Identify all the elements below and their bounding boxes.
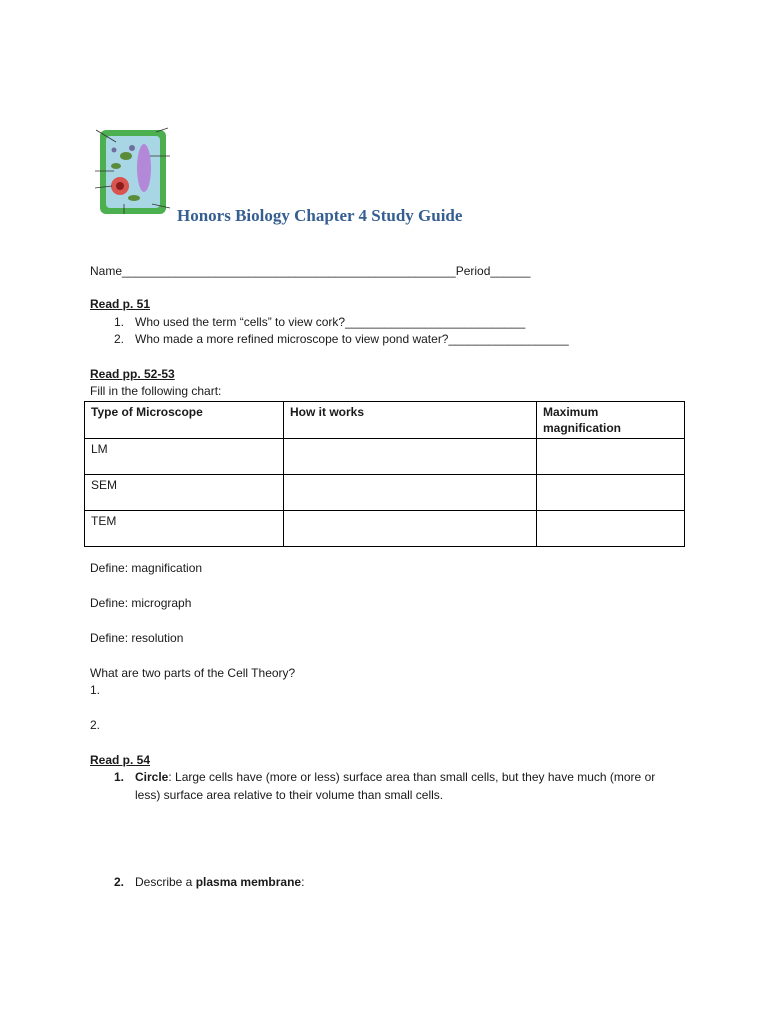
list-number: 1.: [114, 770, 125, 784]
list-number: 2.: [114, 875, 125, 889]
define-resolution: Define: resolution: [90, 631, 184, 645]
answer-cell[interactable]: [537, 439, 685, 475]
name-blank[interactable]: __________________________________________________: [122, 264, 456, 278]
plasma-membrane-term: plasma membrane: [195, 875, 302, 889]
section-heading-p52-53: Read pp. 52-53: [90, 367, 175, 381]
answer-number-2: 2.: [90, 718, 101, 732]
describe-text: Describe a: [135, 875, 196, 889]
answer-cell[interactable]: [284, 475, 537, 511]
question-cork: Who used the term “cells” to view cork?___________________________: [135, 315, 526, 329]
circle-keyword: Circle: [135, 770, 169, 784]
table-header-row: [85, 402, 685, 439]
cell-theory-question: What are two parts of the Cell Theory?: [90, 666, 296, 680]
answer-cell[interactable]: [537, 475, 685, 511]
circle-question-line1: : Large cells have (more or less) surface area than small cells, but they have much (more or: [168, 770, 656, 784]
section-heading-p51: Read p. 51: [90, 297, 151, 311]
define-magnification: Define: magnification: [90, 561, 203, 575]
name-period-line: [90, 264, 530, 278]
row-label-sem: SEM: [85, 475, 284, 511]
table-row: [85, 511, 685, 547]
answer-number-1: 1.: [90, 683, 101, 697]
section-heading-p54: Read p. 54: [90, 753, 151, 767]
row-label-lm: LM: [85, 439, 284, 475]
answer-cell[interactable]: [284, 511, 537, 547]
table-row: [85, 439, 685, 475]
define-micrograph: Define: micrograph: [90, 596, 192, 610]
column-header-magnification: Maximum magnification: [537, 402, 685, 439]
question-pond-water: Who made a more refined microscope to view pond water?__________________: [135, 332, 569, 346]
row-label-tem: TEM: [85, 511, 284, 547]
list-number: 2.: [114, 332, 125, 346]
answer-cell[interactable]: [284, 439, 537, 475]
table-row: [85, 475, 685, 511]
plasma-membrane-question: [135, 875, 304, 889]
answer-cell[interactable]: [537, 511, 685, 547]
period-blank[interactable]: ______: [490, 264, 531, 278]
circle-question: [135, 770, 655, 784]
plant-cell-image: [94, 126, 172, 218]
microscope-table: [84, 401, 685, 547]
chart-instruction: Fill in the following chart:: [90, 384, 222, 398]
column-header-how: How it works: [284, 402, 537, 439]
name-label: Name: [90, 264, 123, 278]
circle-question-line2: less) surface area relative to their volume than small cells.: [135, 788, 444, 802]
period-label: Period: [455, 264, 491, 278]
colon: :: [301, 875, 305, 889]
column-header-type: Type of Microscope: [85, 402, 284, 439]
page-title: Honors Biology Chapter 4 Study Guide: [177, 206, 463, 225]
list-number: 1.: [114, 315, 125, 329]
